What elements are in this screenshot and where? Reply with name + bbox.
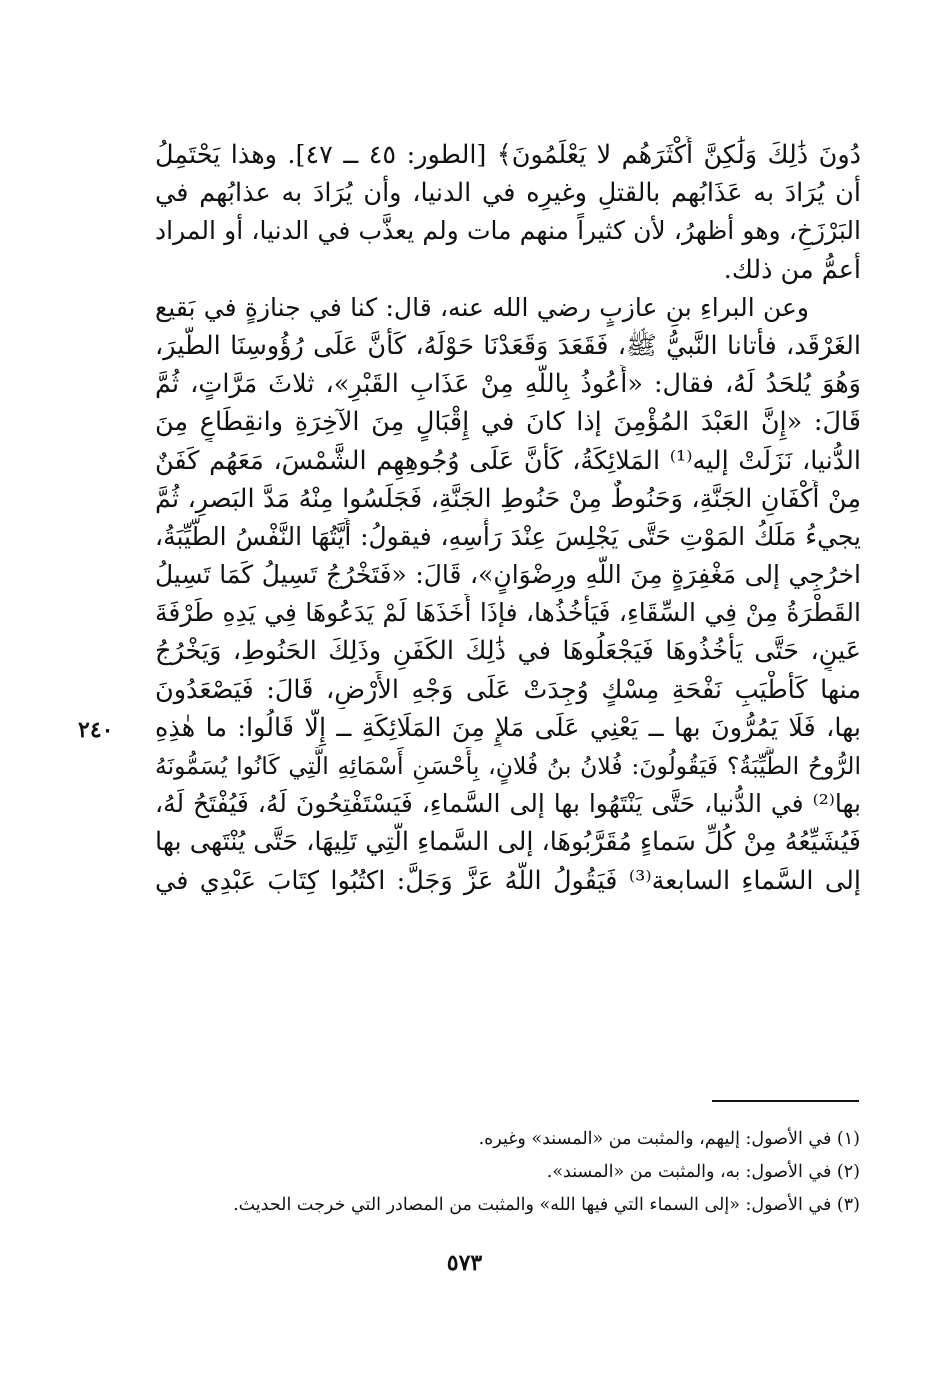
text-line: دُونَ ذَٰلِكَ وَلَٰكِنَّ أَكْثَرَهُم لا يَعْلَمُونَ﴾ [الطور: ٤٥ ــ ٤٧]. وهذا يَحْتَمِلُ bbox=[155, 140, 861, 170]
text-line: البَرْزَخِ، وهو أظهرُ، لأن كثيراً منهم مات ولم يعذَّب في الدنيا، أو المراد bbox=[155, 216, 861, 246]
text-line: بها⁽²⁾ في الدُّنيا، حَتَّى يَنْتَهُوا بها إلى السَّماءِ، فَيَسْتَفْتِحُونَ لَهُ، فَيُفْتَحُ لَهُ، bbox=[155, 789, 861, 819]
text-line: الغَرْقَد، فأتانا النَّبيُّ ﷺ، فَقَعَدَ وَقَعَدْنَا حَوْلَهُ، كَأَنَّ عَلَى رُؤُوسِنَا الطَّيرَ، bbox=[155, 330, 861, 361]
text-line: الدُّنيا، نَزَلَتْ إليه⁽¹⁾ المَلائِكَةُ، كَأَنَّ عَلَى وُجُوهِهِم الشَّمْسَ، مَعَهُم كَفَنٌ bbox=[155, 445, 861, 476]
main-text bbox=[155, 136, 861, 900]
text-line: وعن البراءِ بنِ عازبٍ رضي الله عنه، قال: كنا في جنازةٍ في بَقيع bbox=[155, 292, 809, 322]
footnote: (٢) في الأصول: به، والمثبت من «المسند». bbox=[546, 1162, 860, 1182]
text-line: الرُّوحُ الطَّيِّبَةُ؟ فَيَقُولُونَ: فُلانُ بنُ فُلانٍ، بِأَحْسَنِ أَسْمَائِهِ الَّتِي كَانُوا يُسَمُّونَهُ bbox=[155, 752, 861, 780]
footnote: (١) في الأصول: إليهم، والمثبت من «المسند» وغيره. bbox=[478, 1129, 860, 1149]
text-line: فَيُشَيِّعُهُ مِنْ كُلِّ سَماءٍ مُقَرَّبُوهَا، إلى السَّماءِ الَّتِي تَلِيهَا، حَتَّى يُنْتَهى بها bbox=[155, 827, 861, 858]
text-line: قَالَ: «إِنَّ العَبْدَ المُؤْمِنَ إذا كانَ في إِقْبَالٍ مِنَ الآخِرَةِ وانقِطَاعٍ مِنَ bbox=[155, 407, 861, 438]
text-line: أن يُرَادَ به عَذَابُهم بالقتلِ وغيرِه في الدنيا، وأن يُرَادَ به عذابُهم في bbox=[155, 178, 861, 209]
margin-reference-number: ٢٤٠ bbox=[78, 717, 114, 743]
footnote-separator bbox=[712, 1100, 859, 1102]
text-line: وَهُوَ يُلحَدُ لَهُ، فقال: «أَعُوذُ بِاللَّهِ مِنْ عَذَابِ القَبْرِ»، ثلاثَ مَرَّاتٍ، ثُمَّ bbox=[155, 369, 861, 400]
text-line: القَطْرَةُ مِنْ فِي السِّقَاءِ، فَيَأْخُذُها، فإذَا أَخَذَهَا لَمْ يَدَعُوهَا فِي يَدِهِ طَرْفَةَ bbox=[155, 598, 861, 628]
text-line: عَينٍ، حَتَّى يَأْخُذُوهَا فَيَجْعَلُوهَا في ذَٰلِكَ الكَفَنِ وذَلِكَ الحَنُوطِ، وَيَخْرُجُ bbox=[155, 636, 861, 667]
text-line: مِنْ أَكْفَانِ الجَنَّةِ، وَحَنُوطٌ مِنْ حَنُوطِ الجَنَّةِ، فَجَلَسُوا مِنْهُ مَدَّ البَصرِ، ثُمَّ bbox=[155, 483, 861, 514]
text-line: بها، فَلَا يَمُرُّونَ بها ــ يَعْنِي عَلَى مَلإٍ مِنَ المَلَائِكَةِ ــ إِلَّا قَالُوا: ما هٰذِهِ bbox=[155, 712, 861, 743]
page-number: ٥٧٣ bbox=[446, 1250, 483, 1276]
text-line: منها كَأَطْيَبِ نَفْحَةِ مِسْكٍ وُجِدَتْ عَلَى وَجْهِ الأَرْضِ، قَالَ: فَيَصْعَدُونَ bbox=[155, 674, 861, 705]
text-line: يجيءُ مَلَكُ المَوْتِ حَتَّى يَجْلِسَ عِنْدَ رَأْسِهِ، فيقولُ: أَيَّتُهَا النَّفْسُ الطَّيِّبَةُ، bbox=[155, 521, 861, 551]
text-line: اخرُجِي إلى مَغْفِرَةٍ مِنَ اللَّهِ ورِضْوَانٍ»، قَالَ: «فَتَخْرُجُ تَسِيلُ كَمَا تَسِيلُ bbox=[155, 560, 861, 590]
text-line: إلى السَّماءِ السابعة⁽³⁾ فَيَقُولُ اللَّهُ عَزَّ وَجَلَّ: اكتُبُوا كِتَابَ عَبْدِي في bbox=[155, 865, 861, 896]
footnote: (٣) في الأصول: «إلى السماء التي فيها الله» والمثبت من المصادر التي خرجت الحديث. bbox=[233, 1195, 860, 1215]
footnotes bbox=[170, 1123, 860, 1222]
text-line: أعمُّ من ذلك. bbox=[723, 254, 861, 285]
